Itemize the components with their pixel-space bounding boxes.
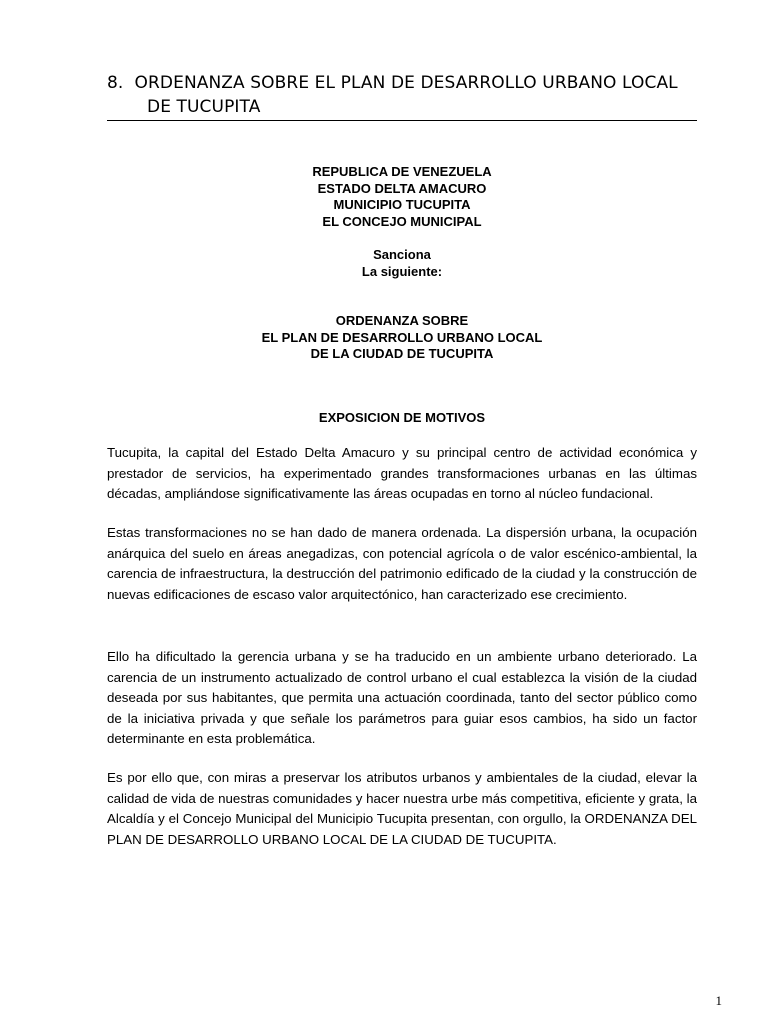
authority-line: REPUBLICA DE VENEZUELA <box>312 164 492 179</box>
ordinance-title <box>107 313 697 363</box>
paragraph: Es por ello que, con miras a preservar los atributos urbanos y ambientales de la ciudad, elevar la calidad de vida de nuestras comunidades y hacer nuestra urbe más competitiva, eficiente y grata, la Alcaldía y el Concejo Municipal del Municipio Tucupita presentan, con orgullo, la ORDENANZA DEL PLAN DE DESARROLLO URBANO LOCAL DE LA CIUDAD DE TUCUPITA. <box>107 770 697 847</box>
ordinance-title-line: ORDENANZA SOBRE <box>335 313 469 328</box>
chapter-number: 8. <box>107 73 124 93</box>
page-number: 1 <box>715 993 722 1008</box>
ordinance-title-line: EL PLAN DE DESARROLLO URBANO LOCAL <box>261 329 543 345</box>
sanction-block <box>107 247 697 280</box>
section-heading-text: EXPOSICION DE MOTIVOS <box>318 410 486 425</box>
issuing-authority <box>107 164 697 230</box>
section-heading <box>107 410 697 427</box>
chapter-title-line2: DE TUCUPITA <box>147 97 261 117</box>
authority-line: MUNICIPIO TUCUPITA <box>333 197 471 212</box>
paragraph: Ello ha dificultado la gerencia urbana y se ha traducido en un ambiente urbano deteriorado. La carencia de un instrumento actualizado de control urbano el cual establezca la visión de la ciudad deseada por sus habitantes, que permita una actuación coordinada, tanto del sector público como de la iniciativa privada y que señale los parámetros para guiar esos cambios, ha sido un factor determinante en esta problemática. <box>107 649 697 746</box>
chapter-heading <box>107 71 697 121</box>
sanction-line: La siguiente: <box>361 263 443 279</box>
paragraph: Estas transformaciones no se han dado de manera ordenada. La dispersión urbana, la ocupación anárquica del suelo en áreas anegadizas, con potencial agrícola o de valor escénico-ambiental, la carencia de infraestructura, la destrucción del patrimonio edificado de la ciudad y la construcción de nuevas edificaciones de escaso valor arquitectónico, han caracterizado ese crecimiento. <box>107 525 697 602</box>
authority-line: ESTADO DELTA AMACURO <box>317 180 487 196</box>
paragraph: Tucupita, la capital del Estado Delta Amacuro y su principal centro de actividad económica y prestador de servicios, ha experimentado grandes transformaciones urbanas en las últimas décadas, ampliándose significativamente las áreas ocupadas en torno al núcleo fundacional. <box>107 445 697 501</box>
chapter-title-line1: ORDENANZA SOBRE EL PLAN DE DESARROLLO URBANO LOCAL <box>134 73 678 93</box>
ordinance-title-line: DE LA CIUDAD DE TUCUPITA <box>310 346 494 361</box>
sanction-line: Sanciona <box>373 247 431 262</box>
authority-line: EL CONCEJO MUNICIPAL <box>322 213 482 229</box>
